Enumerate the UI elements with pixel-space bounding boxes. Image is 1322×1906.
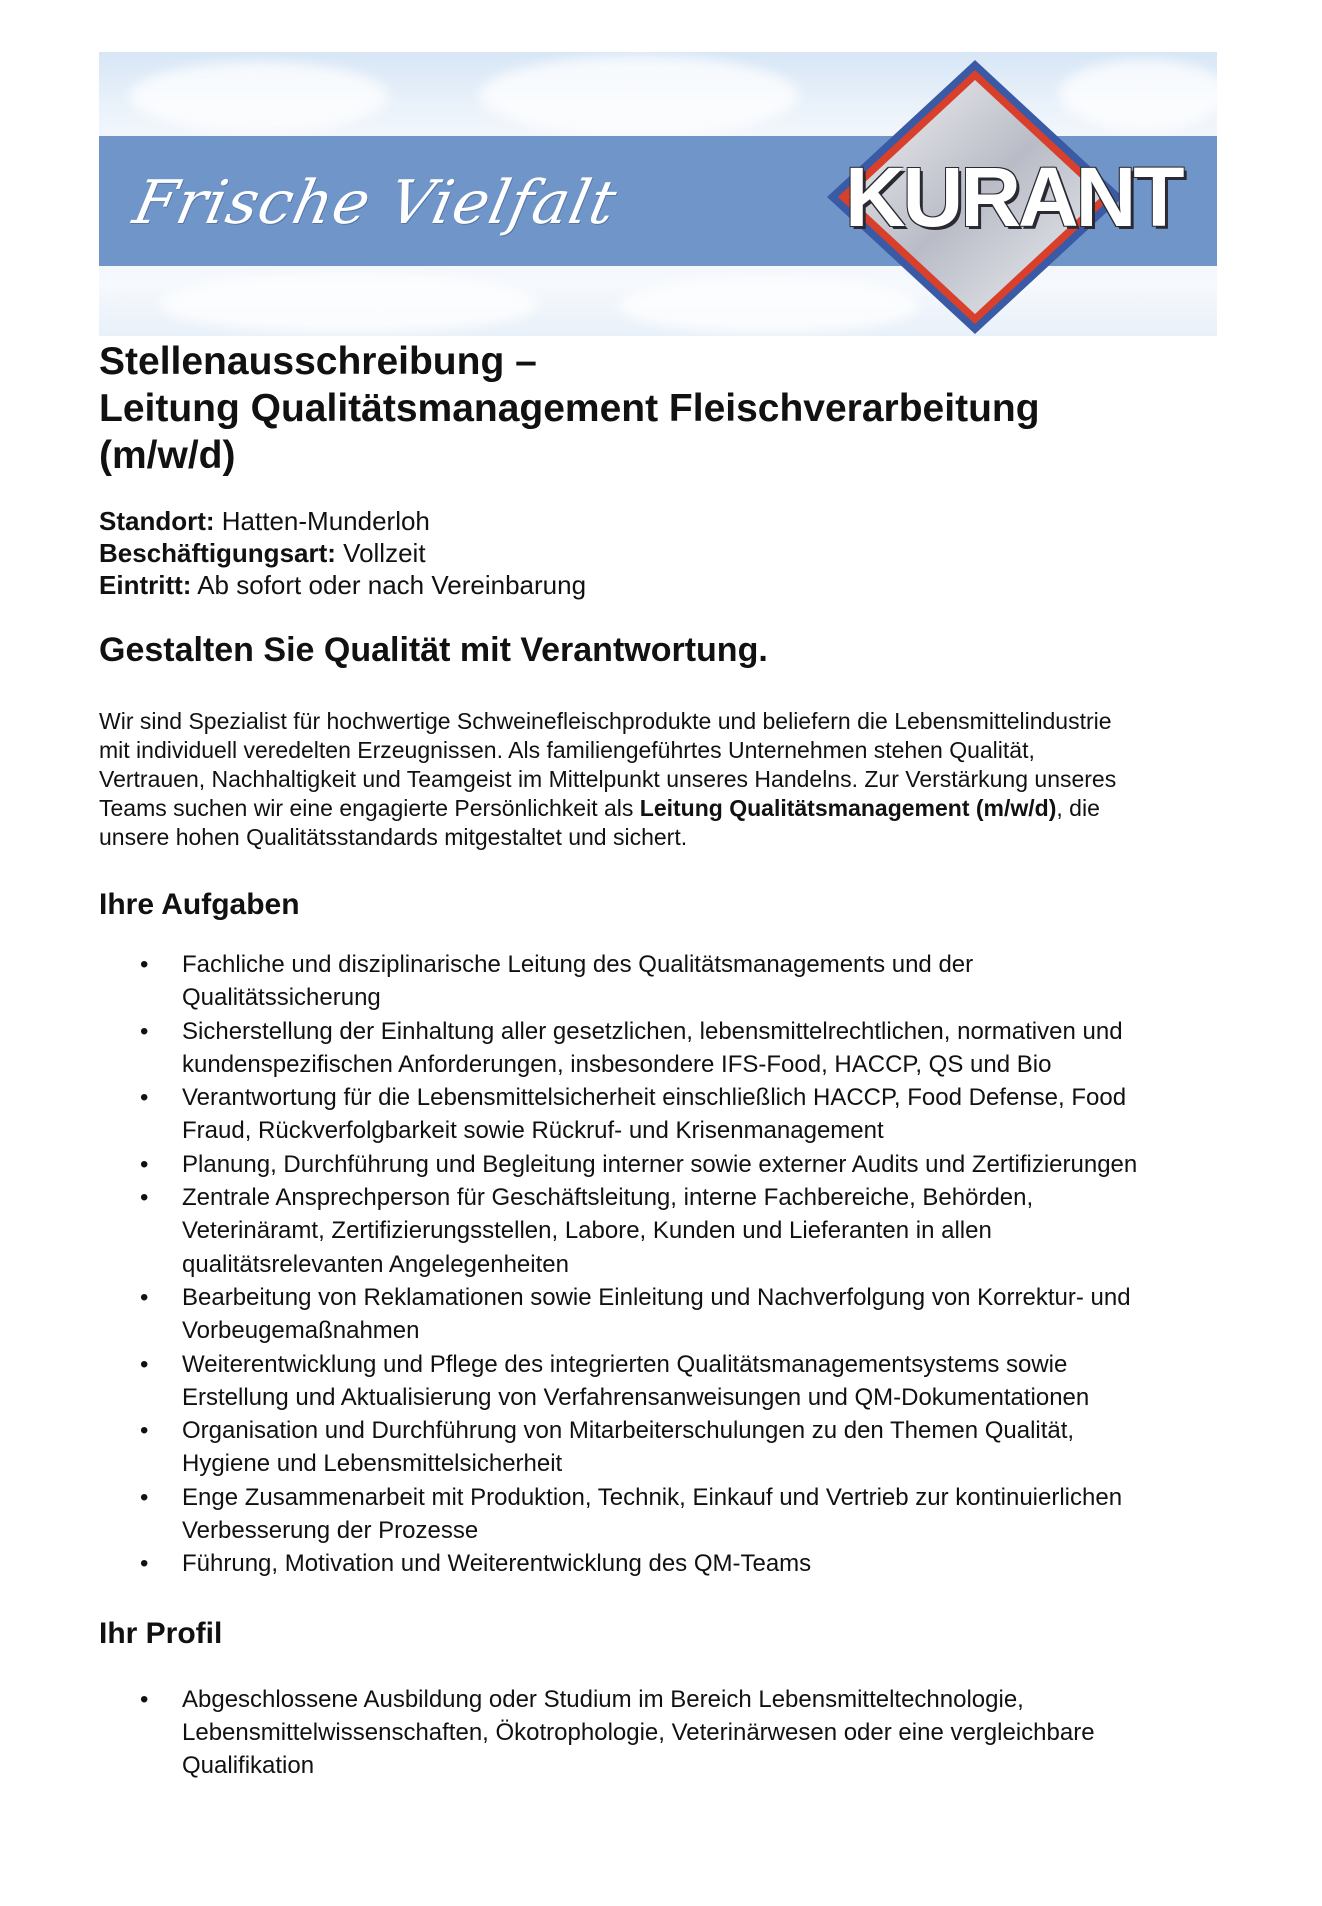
meta-eintritt xyxy=(99,569,1224,601)
item-line: Weiterentwicklung und Pflege des integrierten Qualitätsmanagementsystems sowie xyxy=(182,1350,1068,1378)
meta-standort-label: Standort: xyxy=(99,506,215,536)
meta-eintritt-value: Ab sofort oder nach Vereinbarung xyxy=(197,570,587,600)
intro-line: Wir sind Spezialist für hochwertige Schweinefleischprodukte und beliefern die Lebensmittelindustrie xyxy=(99,708,1112,734)
item-line: Organisation und Durchführung von Mitarbeiterschulungen zu den Themen Qualität, xyxy=(182,1417,1075,1445)
job-posting xyxy=(99,338,1224,1783)
intro-paragraph xyxy=(99,707,1224,852)
list-item xyxy=(99,1547,1224,1580)
intro-line: mit individuell veredelten Erzeugnissen. Als familiengeführtes Unternehmen stehen Qualität, xyxy=(99,737,1035,763)
item-line: Sicherstellung der Einhaltung aller gesetzlichen, lebensmittelrechtlichen, normativen und xyxy=(182,1017,1123,1045)
item-line: Lebensmittelwissenschaften, Ökotrophologie, Veterinärwesen oder eine vergleichbare xyxy=(182,1718,1095,1746)
item-line: Qualifikation xyxy=(182,1752,315,1780)
aufgaben-heading: Ihre Aufgaben xyxy=(99,888,300,921)
item-line: Vorbeugemaßnahmen xyxy=(182,1317,420,1345)
list-item xyxy=(99,1481,1224,1548)
item-line: Planung, Durchführung und Begleitung interner sowie externer Audits und Zertifizierungen xyxy=(182,1150,1138,1178)
list-item xyxy=(99,1281,1224,1348)
cloud-decoration xyxy=(479,56,799,136)
meta-eintritt-label: Eintritt: xyxy=(99,570,192,600)
job-meta xyxy=(99,505,1224,601)
meta-art-value: Vollzeit xyxy=(343,538,426,568)
item-line: qualitätsrelevanten Angelegenheiten xyxy=(182,1250,569,1278)
intro-line: , die xyxy=(1056,795,1100,821)
title-line-2: Leitung Qualitätsmanagement Fleischverarbeitung xyxy=(99,387,1040,430)
intro-line: Vertrauen, Nachhaltigkeit und Teamgeist im Mittelpunkt unseres Handelns. Zur Verstärkung unseres xyxy=(99,766,1117,792)
list-item xyxy=(99,1081,1224,1148)
intro-line: unsere hohen Qualitätsstandards mitgestaltet und sichert. xyxy=(99,824,688,850)
aufgaben-list xyxy=(99,948,1224,1581)
cloud-decoration xyxy=(159,274,539,334)
list-item xyxy=(99,1414,1224,1481)
item-line: Verbesserung der Prozesse xyxy=(182,1517,479,1545)
item-line: Verantwortung für die Lebensmittelsicherheit einschließlich HACCP, Food Defense, Food xyxy=(182,1084,1127,1112)
tagline-heading: Gestalten Sie Qualität mit Verantwortung. xyxy=(99,631,768,669)
intro-highlight: Leitung Qualitätsmanagement (m/w/d) xyxy=(639,795,1057,821)
item-line: kundenspezifischen Anforderungen, insbesondere IFS-Food, HACCP, QS und Bio xyxy=(182,1050,1052,1078)
title-line-1: Stellenausschreibung – xyxy=(99,340,537,383)
item-line: Fraud, Rückverfolgbarkeit sowie Rückruf- und Krisenmanagement xyxy=(182,1117,884,1145)
list-item xyxy=(99,1148,1224,1181)
list-item xyxy=(99,1683,1224,1783)
meta-standort-value: Hatten-Munderloh xyxy=(221,506,430,536)
meta-beschaeftigungsart xyxy=(99,537,1224,569)
page-title xyxy=(99,338,1224,479)
item-line: Veterinäramt, Zertifizierungsstellen, Labore, Kunden und Lieferanten in allen xyxy=(182,1217,992,1245)
title-line-3: (m/w/d) xyxy=(99,434,236,477)
list-item xyxy=(99,948,1224,1015)
item-line: Fachliche und disziplinarische Leitung des Qualitätsmanagements und der xyxy=(182,951,974,978)
header-banner xyxy=(99,52,1217,336)
list-item xyxy=(99,1015,1224,1082)
item-line: Enge Zusammenarbeit mit Produktion, Technik, Einkauf und Vertrieb zur kontinuierlichen xyxy=(182,1483,1123,1511)
item-line: Qualitätssicherung xyxy=(182,984,381,1012)
item-line: Zentrale Ansprechperson für Geschäftsleitung, interne Fachbereiche, Behörden, xyxy=(182,1184,1034,1212)
item-line: Hygiene und Lebensmittelsicherheit xyxy=(182,1450,563,1478)
profil-list xyxy=(99,1683,1224,1783)
list-item xyxy=(99,1181,1224,1281)
kurant-logo-text: KURANT xyxy=(845,150,1182,244)
meta-art-label: Beschäftigungsart: xyxy=(99,538,336,568)
item-line: Erstellung und Aktualisierung von Verfahrensanweisungen und QM-Dokumentationen xyxy=(182,1383,1090,1411)
meta-standort xyxy=(99,505,1224,537)
item-line: Bearbeitung von Reklamationen sowie Einleitung und Nachverfolgung von Korrektur- und xyxy=(182,1283,1131,1311)
item-line: Führung, Motivation und Weiterentwicklung des QM-Teams xyxy=(182,1550,812,1578)
banner-slogan: Frische Vielfalt xyxy=(127,168,624,238)
list-item xyxy=(99,1348,1224,1415)
item-line: Abgeschlossene Ausbildung oder Studium im Bereich Lebensmitteltechnologie, xyxy=(182,1685,1024,1713)
cloud-decoration xyxy=(129,62,389,132)
intro-line: Teams suchen wir eine engagierte Persönlichkeit als xyxy=(99,795,640,821)
profil-heading: Ihr Profil xyxy=(99,1616,223,1650)
